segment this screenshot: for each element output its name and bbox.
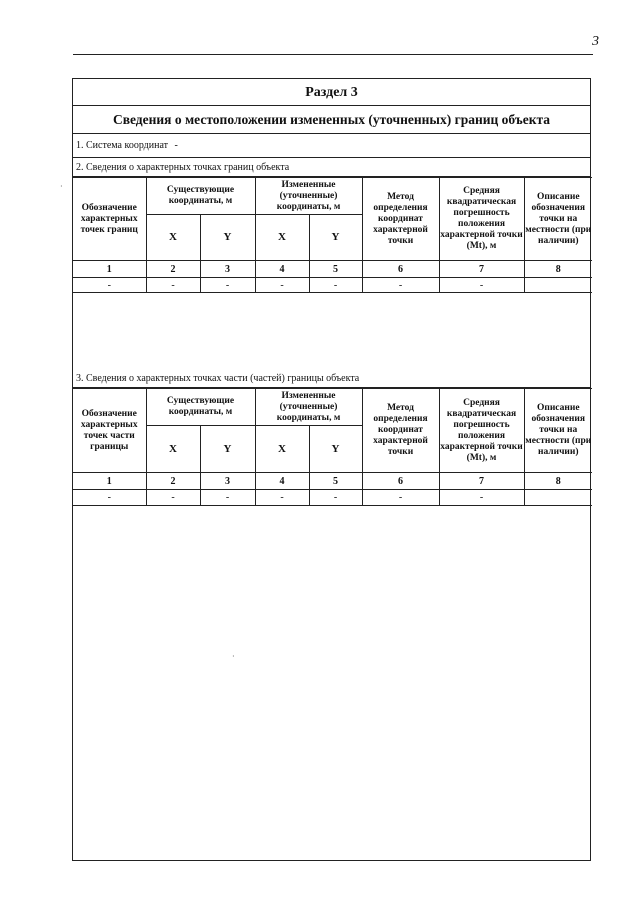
column-number: 5 [309,261,362,278]
scan-speck: · [60,182,63,191]
header-existing-coords: Существующие координаты, м [146,389,255,426]
header-accuracy: Средняя квадратическая погрешность положения характерной точки (Mt), м [439,389,524,473]
header-changed-x: X [255,426,309,473]
coordinate-system-label: 1. Система координат [76,140,169,151]
column-number: 2 [146,261,200,278]
column-number: 8 [524,261,592,278]
part2-heading: 2. Сведения о характерных точках границ объекта [73,158,590,177]
form-frame [72,78,591,861]
column-number: 6 [362,261,439,278]
header-changed-coords: Измененные (уточненные) координаты, м [255,178,362,215]
header-changed-x: X [255,215,309,261]
table-cell: - [309,490,362,506]
header-designation: Обозначение характерных точек границ [73,178,146,261]
table-cell: - [362,490,439,506]
header-designation: Обозначение характерных точек части границы [73,389,146,473]
column-number: 4 [255,473,309,490]
table-cell: - [439,278,524,293]
table-cell: - [146,278,200,293]
table-cell: - [73,278,146,293]
section-subtitle: Сведения о местоположении измененных (уточненных) границ объекта [73,106,590,134]
table-cell: - [309,278,362,293]
table-cell [524,490,592,506]
table-cell: - [255,490,309,506]
part3-heading: 3. Сведения о характерных точках части (частей) границы объекта [73,369,590,388]
column-number: 7 [439,473,524,490]
scan-speck: · [232,652,235,661]
column-number: 3 [200,261,255,278]
header-accuracy: Средняя квадратическая погрешность положения характерной точки (Mt), м [439,178,524,261]
header-method: Метод определения координат характерной точки [362,389,439,473]
section-title: Раздел 3 [73,79,590,106]
column-number: 4 [255,261,309,278]
coordinate-system-value: - [174,140,178,151]
header-existing-x: X [146,426,200,473]
header-existing-y: Y [200,215,255,261]
header-existing-coords: Существующие координаты, м [146,178,255,215]
column-number-row [73,473,592,490]
table-cell: - [146,490,200,506]
table-cell: - [200,278,255,293]
table-cell: - [200,490,255,506]
header-changed-y: Y [309,215,362,261]
column-number: 7 [439,261,524,278]
header-existing-y: Y [200,426,255,473]
table-cell [524,278,592,293]
top-rule [73,54,593,55]
column-number-row [73,261,592,278]
column-number: 8 [524,473,592,490]
column-number: 1 [73,261,146,278]
column-number: 6 [362,473,439,490]
header-changed-coords: Измененные (уточненные) координаты, м [255,389,362,426]
part3-table [73,388,592,506]
header-existing-x: X [146,215,200,261]
table-cell: - [439,490,524,506]
header-description: Описание обозначения точки на местности (при наличии) [524,178,592,261]
table-cell: - [255,278,309,293]
column-number: 3 [200,473,255,490]
column-number: 5 [309,473,362,490]
header-changed-y: Y [309,426,362,473]
table-cell: - [73,490,146,506]
table-row [73,490,592,506]
header-method: Метод определения координат характерной точки [362,178,439,261]
column-number: 1 [73,473,146,490]
coordinate-system-row [73,134,590,158]
table-cell: - [362,278,439,293]
header-description: Описание обозначения точки на местности (при наличии) [524,389,592,473]
part2-table [73,177,592,293]
page-number: 3 [592,34,599,49]
table-row [73,278,592,293]
column-number: 2 [146,473,200,490]
